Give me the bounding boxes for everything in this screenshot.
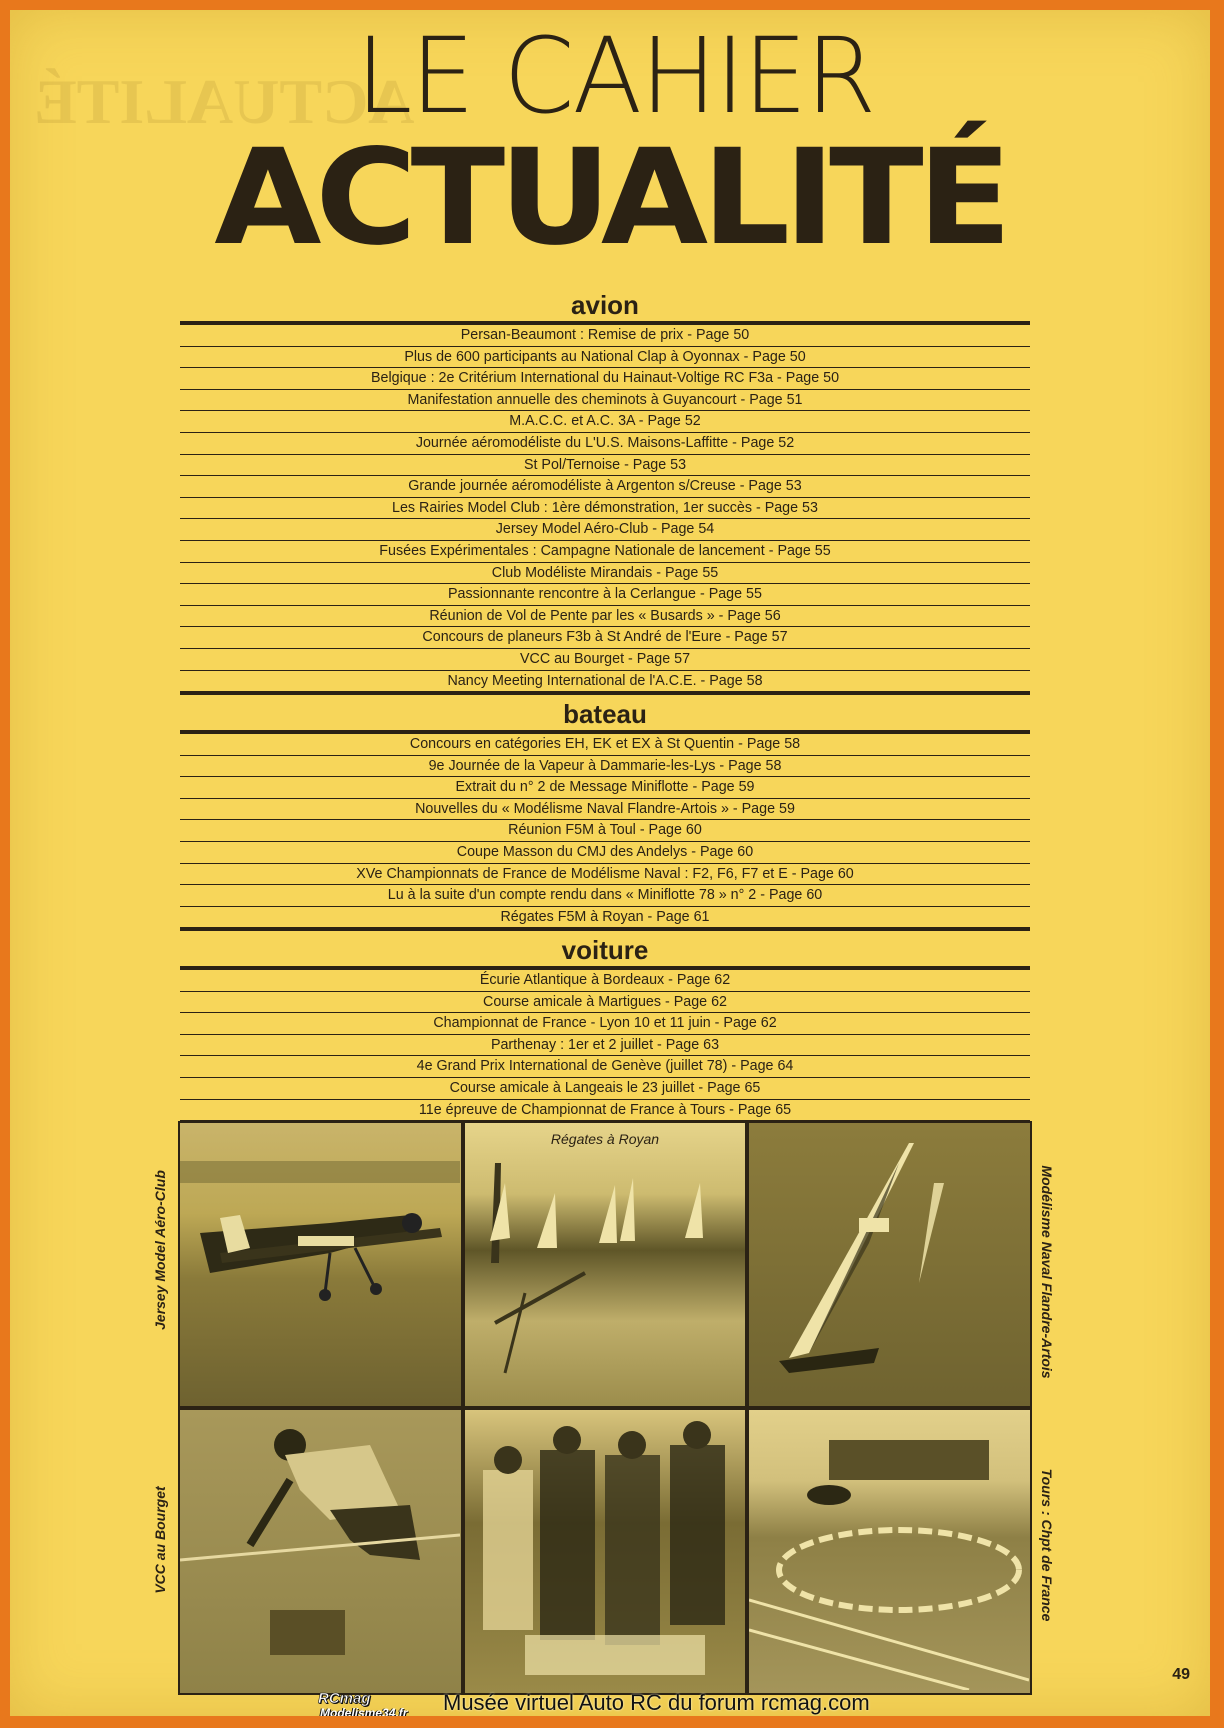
toc-entry: Régates F5M à Royan - Page 61 <box>180 907 1030 932</box>
toc-entry: Réunion de Vol de Pente par les « Busards » - Page 56 <box>180 606 1030 628</box>
section-voiture <box>180 934 1030 1124</box>
people-illustration <box>465 1410 745 1690</box>
photo-vcc <box>180 1410 461 1693</box>
toc-entry: Coupe Masson du CMJ des Andelys - Page 60 <box>180 842 1030 864</box>
toc-entry: St Pol/Ternoise - Page 53 <box>180 455 1030 477</box>
toc-entry: Extrait du n° 2 de Message Miniflotte - Page 59 <box>180 777 1030 799</box>
toc-entry: XVe Championnats de France de Modélisme Naval : F2, F6, F7 et E - Page 60 <box>180 864 1030 886</box>
side-caption: Modélisme Naval Flandre-Artois <box>1039 1165 1055 1379</box>
toc-entry: 9e Journée de la Vapeur à Dammarie-les-Lys - Page 58 <box>180 756 1030 778</box>
toc-entry: Concours de planeurs F3b à St André de l'Eure - Page 57 <box>180 627 1030 649</box>
photo-regatta <box>465 1123 746 1406</box>
toc-entry: Fusées Expérimentales : Campagne Nationale de lancement - Page 55 <box>180 541 1030 563</box>
plane-illustration <box>180 1123 460 1403</box>
side-caption: VCC au Bourget <box>152 1486 168 1594</box>
toc-entry: Nouvelles du « Modélisme Naval Flandre-Artois » - Page 59 <box>180 799 1030 821</box>
toc-entry: Réunion F5M à Toul - Page 60 <box>180 820 1030 842</box>
toc-entry: Jersey Model Aéro-Club - Page 54 <box>180 519 1030 541</box>
toc-entry: Plus de 600 participants au National Clap à Oyonnax - Page 50 <box>180 347 1030 369</box>
side-caption: Jersey Model Aéro-Club <box>152 1170 168 1330</box>
header-line-1: LE CAHIER <box>355 15 875 137</box>
section-avion <box>180 289 1030 695</box>
magazine-page <box>10 10 1210 1716</box>
kneeling-man-illustration <box>180 1410 460 1690</box>
toc-entry: M.A.C.C. et A.C. 3A - Page 52 <box>180 411 1030 433</box>
sailboat-illustration <box>749 1123 1029 1403</box>
photo-group <box>465 1410 746 1693</box>
modelisme-logo: Modelisme34.fr <box>320 1706 408 1716</box>
toc-entry: Club Modéliste Mirandais - Page 55 <box>180 563 1030 585</box>
bleed-through-heading: ACTUALITÉ <box>34 66 415 137</box>
photo-plane <box>180 1123 461 1406</box>
photo-grid <box>178 1121 1032 1695</box>
toc-entry: 11e épreuve de Championnat de France à Tours - Page 65 <box>180 1100 1030 1125</box>
section-title-voiture: voiture <box>180 934 1030 970</box>
section-bateau <box>180 698 1030 931</box>
toc-entry: Les Rairies Model Club : 1ère démonstration, 1er succès - Page 53 <box>180 498 1030 520</box>
side-caption: Tours : Chpt de France <box>1039 1468 1055 1622</box>
toc-entry: Écurie Atlantique à Bordeaux - Page 62 <box>180 970 1030 992</box>
sailboats-illustration <box>465 1123 745 1403</box>
toc-entry: Manifestation annuelle des cheminots à Guyancourt - Page 51 <box>180 390 1030 412</box>
toc-entry: Championnat de France - Lyon 10 et 11 juin - Page 62 <box>180 1013 1030 1035</box>
toc-entry: Passionnante rencontre à la Cerlangue - Page 55 <box>180 584 1030 606</box>
photo-caption: Régates à Royan <box>550 1131 660 1147</box>
toc-entry: Grande journée aéromodéliste à Argenton s/Creuse - Page 53 <box>180 476 1030 498</box>
toc-entry: Nancy Meeting International de l'A.C.E. - Page 58 <box>180 671 1030 696</box>
footer-watermark <box>318 1690 1018 1716</box>
section-title-bateau: bateau <box>180 698 1030 734</box>
toc-entry: Parthenay : 1er et 2 juillet - Page 63 <box>180 1035 1030 1057</box>
toc-entry: Lu à la suite d'un compte rendu dans « Miniflotte 78 » n° 2 - Page 60 <box>180 885 1030 907</box>
toc-entry: Persan-Beaumont : Remise de prix - Page 50 <box>180 325 1030 347</box>
toc-entry: Belgique : 2e Critérium International du Hainaut-Voltige RC F3a - Page 50 <box>180 368 1030 390</box>
toc-entry: 4e Grand Prix International de Genève (juillet 78) - Page 64 <box>180 1056 1030 1078</box>
header-line-2: ACTUALITÉ <box>214 121 1006 275</box>
photo-track <box>749 1410 1030 1693</box>
toc-entry: Course amicale à Martigues - Page 62 <box>180 992 1030 1014</box>
toc-entry: Concours en catégories EH, EK et EX à St Quentin - Page 58 <box>180 734 1030 756</box>
toc-entry: Course amicale à Langeais le 23 juillet - Page 65 <box>180 1078 1030 1100</box>
rcmag-logo: RCmag <box>318 1690 371 1707</box>
toc-entry: Journée aéromodéliste du L'U.S. Maisons-Laffitte - Page 52 <box>180 433 1030 455</box>
track-illustration <box>749 1410 1029 1690</box>
museum-link[interactable]: Musée virtuel Auto RC du forum rcmag.com <box>443 1690 870 1715</box>
photo-sailboat <box>749 1123 1030 1406</box>
section-title-avion: avion <box>180 289 1030 325</box>
toc-entry: VCC au Bourget - Page 57 <box>180 649 1030 671</box>
page-number: 49 <box>1172 1666 1190 1683</box>
